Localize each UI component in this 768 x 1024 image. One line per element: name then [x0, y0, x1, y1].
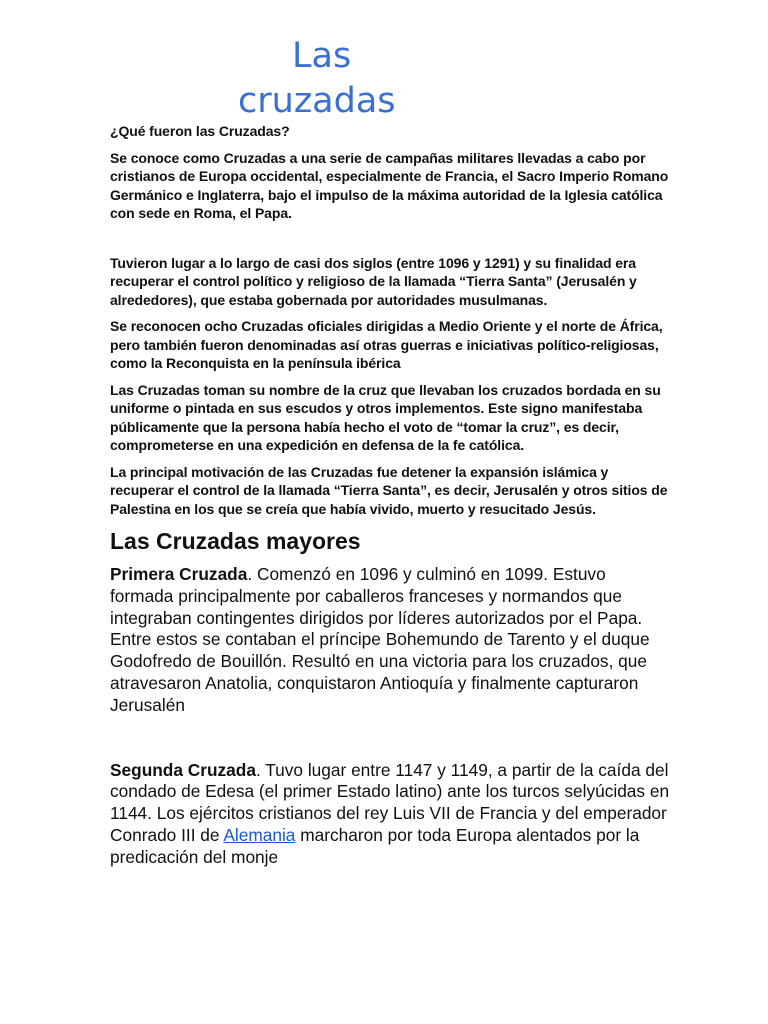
- intro-paragraph-2: Tuvieron lugar a lo largo de casi dos siglos (entre 1096 y 1291) y su finalidad era recuperar el control político y religioso de la llamada “Tierra Santa” (Jerusalén y alrededores), que estaba gobernada por autoridades musulmanas.: [110, 254, 637, 308]
- paragraph-gap: [110, 717, 670, 760]
- document-title: [238, 34, 438, 124]
- segunda-cruzada-text-after: marcharon por toda Europa alentados por la predicación del monje: [110, 824, 640, 867]
- segunda-cruzada-paragraph: [110, 760, 670, 869]
- intro-paragraph-3: Se reconocen ocho Cruzadas oficiales dirigidas a Medio Oriente y el norte de África, pero también fueron denominadas así otras guerras e iniciativas político-religiosas, como la Reconquista en la península ibérica: [110, 318, 663, 371]
- intro-paragraph-4: Las Cruzadas toman su nombre de la cruz que llevaban los cruzados bordada en su uniforme o pintada en sus escudos y otros implementos. Este signo manifestaba públicamente que la persona había hecho el voto de “tomar la cruz”, es decir, comprometerse en una expedición en defensa de la fe católica.: [110, 381, 661, 453]
- section-heading: Las Cruzadas mayores: [110, 528, 361, 554]
- intro-question: ¿Qué fueron las Cruzadas?: [110, 123, 290, 139]
- intro-paragraph-5: La principal motivación de las Cruzadas fue detener la expansión islámica y recuperar el control de la llamada “Tierra Santa”, es decir, Jerusalén y otros sitios de Palestina en los que se creía que había vivido, muerto y resucitado Jesús.: [110, 463, 668, 517]
- primera-cruzada-text: . Comenzó en 1096 y culminó en 1099. Estuvo formada principalmente por caballeros franceses y normandos que integraban contingentes dirigidos por líderes autorizados por el Papa. Entre estos se contaban el príncipe Bohemundo de Tarento y el duque Godofredo de Bouillón. Resultó en una victoria para los cruzados, que atravesaron Anatolia, conquistaron Antioquía y finalmente capturaron Jerusalén: [110, 564, 650, 715]
- alemania-link[interactable]: Alemania: [223, 824, 296, 845]
- primera-cruzada-paragraph: [110, 564, 670, 717]
- intro-paragraph-1: Se conoce como Cruzadas a una serie de campañas militares llevadas a cabo por cristianos de Europa occidental, especialmente de Francia, el Sacro Imperio Romano Germánico e Inglaterra, bajo el impulso de la máxima autoridad de la Iglesia católica con sede en Roma, el Papa.: [110, 149, 669, 221]
- primera-cruzada-label: Primera Cruzada: [110, 564, 248, 584]
- segunda-cruzada-text-before: . Tuvo lugar entre 1147 y 1149, a partir de la caída del condado de Edesa (el primer Estado latino) ante los turcos selyúcidas en 1144. Los ejércitos cristianos del rey Luis VII de Francia y del emperador Conrado III de: [110, 759, 670, 845]
- title-line-2: cruzadas: [238, 81, 396, 121]
- segunda-cruzada-label: Segunda Cruzada: [110, 759, 256, 780]
- document-body: [110, 122, 670, 869]
- paragraph-gap: [110, 231, 670, 254]
- title-line-1: Las: [292, 36, 352, 76]
